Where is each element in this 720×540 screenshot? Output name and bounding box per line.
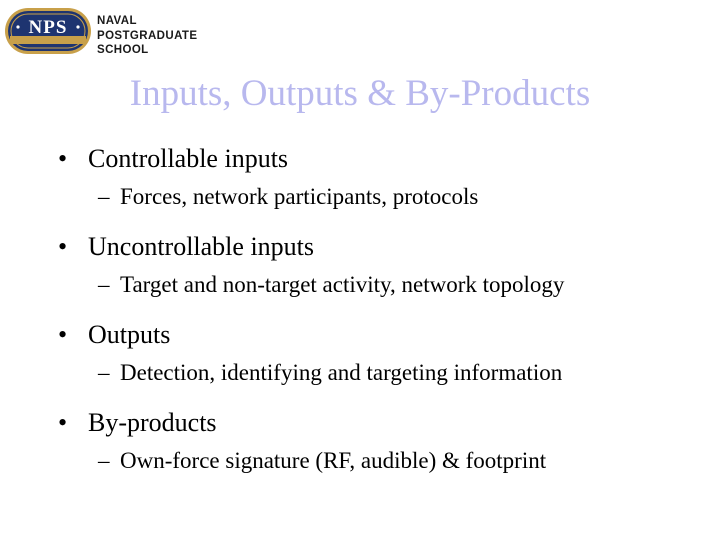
bullet-item (58, 144, 710, 184)
nps-logo (4, 6, 200, 58)
sub-bullet-item (58, 448, 710, 496)
bullet-text: Controllable inputs (88, 144, 289, 173)
bullet-item (58, 232, 710, 272)
sub-bullet-item (58, 184, 710, 232)
svg-text:NPS: NPS (28, 17, 68, 38)
bullet-text: By-products (88, 408, 217, 437)
bullet-text: Uncontrollable inputs (88, 232, 315, 261)
bullet-item (58, 408, 710, 448)
slide-title: Inputs, Outputs & By-Products (129, 73, 591, 114)
bullet-marker: • (58, 320, 68, 349)
nps-seal-icon (4, 6, 94, 58)
sub-bullet-marker: – (98, 272, 110, 297)
bullet-marker: • (58, 144, 68, 173)
logo-line-postgraduate: POSTGRADUATE (97, 29, 198, 42)
bullet-item (58, 320, 710, 360)
sub-bullet-item (58, 360, 710, 408)
sub-bullet-item (58, 272, 710, 320)
sub-bullet-text: Forces, network participants, protocols (120, 184, 479, 209)
sub-bullet-text: Target and non-target activity, network topology (120, 272, 565, 297)
bullet-text: Outputs (88, 320, 171, 349)
logo-line-naval: NAVAL (97, 15, 137, 27)
logo-line-school: SCHOOL (97, 44, 149, 56)
bullet-list (58, 144, 710, 496)
logo-wordmark (97, 14, 197, 58)
sub-bullet-marker: – (98, 448, 110, 473)
bullet-marker: • (58, 408, 68, 437)
sub-bullet-marker: – (98, 184, 110, 209)
bullet-marker: • (58, 232, 68, 261)
sub-bullet-marker: – (98, 360, 110, 385)
sub-bullet-text: Own-force signature (RF, audible) & footprint (120, 448, 547, 473)
sub-bullet-text: Detection, identifying and targeting information (120, 360, 563, 385)
